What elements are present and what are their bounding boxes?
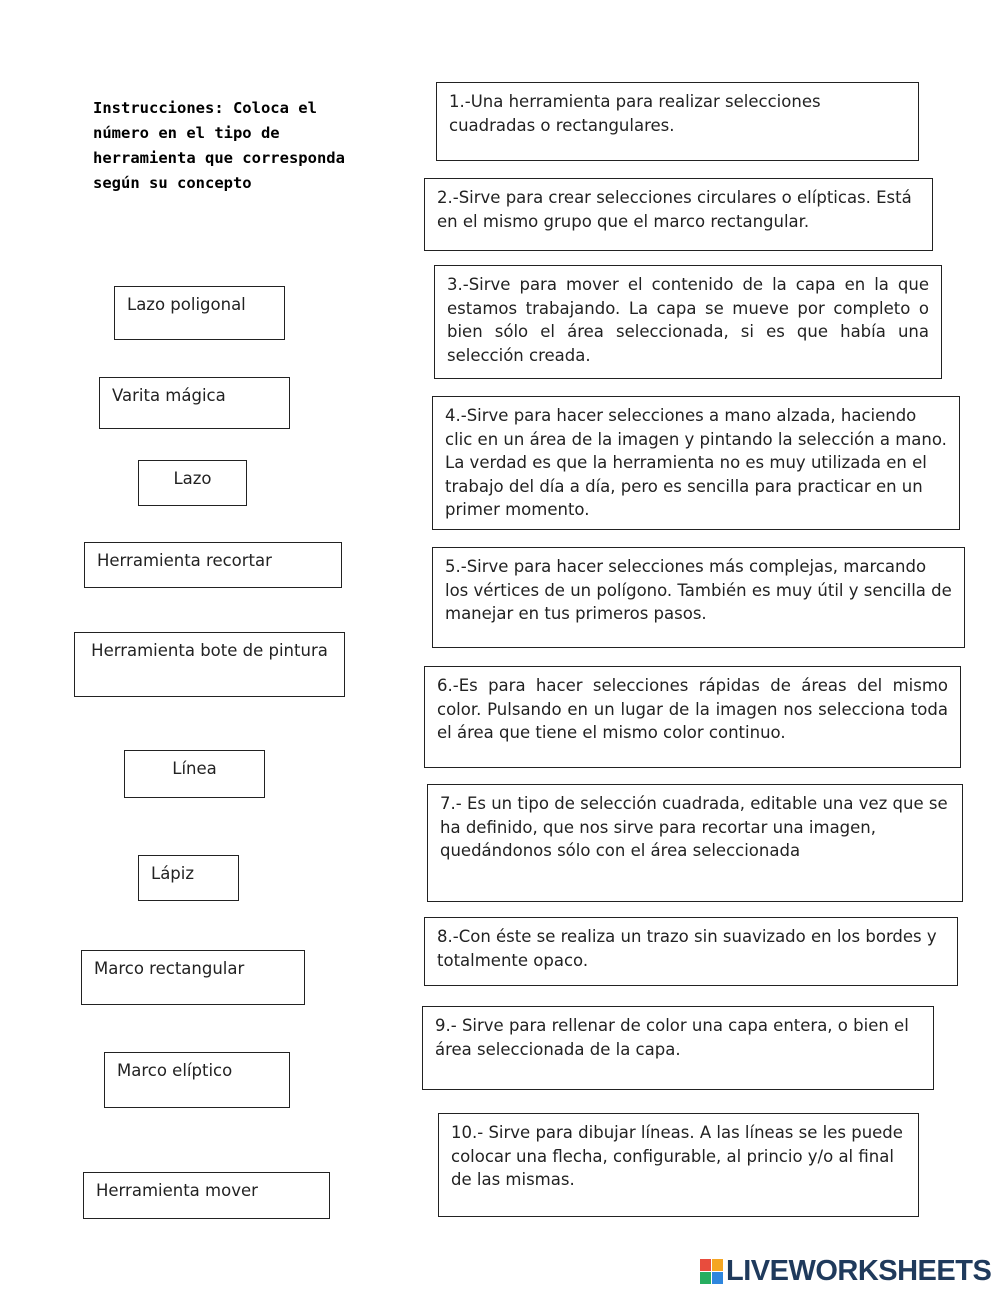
tool-lazo[interactable]: Lazo (138, 460, 247, 506)
logo-square (700, 1272, 711, 1284)
concept-6: 6.-Es para hacer selecciones rápidas de áreas del mismo color. Pulsando en un lugar de la imagen nos selecciona toda el área que tiene el mismo color continuo. (424, 666, 961, 768)
tool-marco-rectangular[interactable]: Marco rectangular (81, 950, 305, 1005)
tool-marco-eliptico[interactable]: Marco elíptico (104, 1052, 290, 1108)
liveworksheets-logo (700, 1256, 991, 1286)
logo-icon (700, 1259, 723, 1284)
tool-lapiz[interactable]: Lápiz (138, 855, 239, 901)
tool-lazo-poligonal[interactable]: Lazo poligonal (114, 286, 285, 340)
concept-9: 9.- Sirve para rellenar de color una capa entera, o bien el área seleccionada de la capa. (422, 1006, 934, 1090)
instructions: Instrucciones: Coloca el número en el tipo de herramienta que corresponda según su concepto (93, 99, 345, 192)
concept-4: 4.-Sirve para hacer selecciones a mano alzada, haciendo clic en un área de la imagen y pintando la selección a mano. La verdad es que la herramienta no es muy utilizada en el trabajo del día a día, pero es sencilla para practicar en un primer momento. (432, 396, 960, 530)
logo-square (700, 1259, 711, 1271)
concept-2: 2.-Sirve para crear selecciones circulares o elípticas. Está en el mismo grupo que el marco rectangular. (424, 178, 933, 251)
tool-herramienta-mover[interactable]: Herramienta mover (83, 1172, 330, 1219)
tool-varita-magica[interactable]: Varita mágica (99, 377, 290, 429)
tool-linea[interactable]: Línea (124, 750, 265, 798)
concept-8: 8.-Con éste se realiza un trazo sin suavizado en los bordes y totalmente opaco. (424, 917, 958, 986)
concept-1: 1.-Una herramienta para realizar selecciones cuadradas o rectangulares. (436, 82, 919, 161)
tool-bote-de-pintura[interactable]: Herramienta bote de pintura (74, 632, 345, 697)
concept-7: 7.- Es un tipo de selección cuadrada, editable una vez que se ha definido, que nos sirve para recortar una imagen, quedándonos sólo con el área seleccionada (427, 784, 963, 902)
logo-square (712, 1259, 723, 1271)
concept-5: 5.-Sirve para hacer selecciones más complejas, marcando los vértices de un polígono. También es muy útil y sencilla de manejar en tus primeros pasos. (432, 547, 965, 648)
logo-square (712, 1272, 723, 1284)
tool-herramienta-recortar[interactable]: Herramienta recortar (84, 542, 342, 588)
concept-10: 10.- Sirve para dibujar líneas. A las líneas se les puede colocar una flecha, configurable, al princio y/o al final de las mismas. (438, 1113, 919, 1217)
logo-text: LIVEWORKSHEETS (726, 1254, 992, 1287)
concept-3: 3.-Sirve para mover el contenido de la capa en la que estamos trabajando. La capa se mueve por completo o bien sólo el área seleccionada, si es que había una selección creada. (434, 265, 942, 379)
